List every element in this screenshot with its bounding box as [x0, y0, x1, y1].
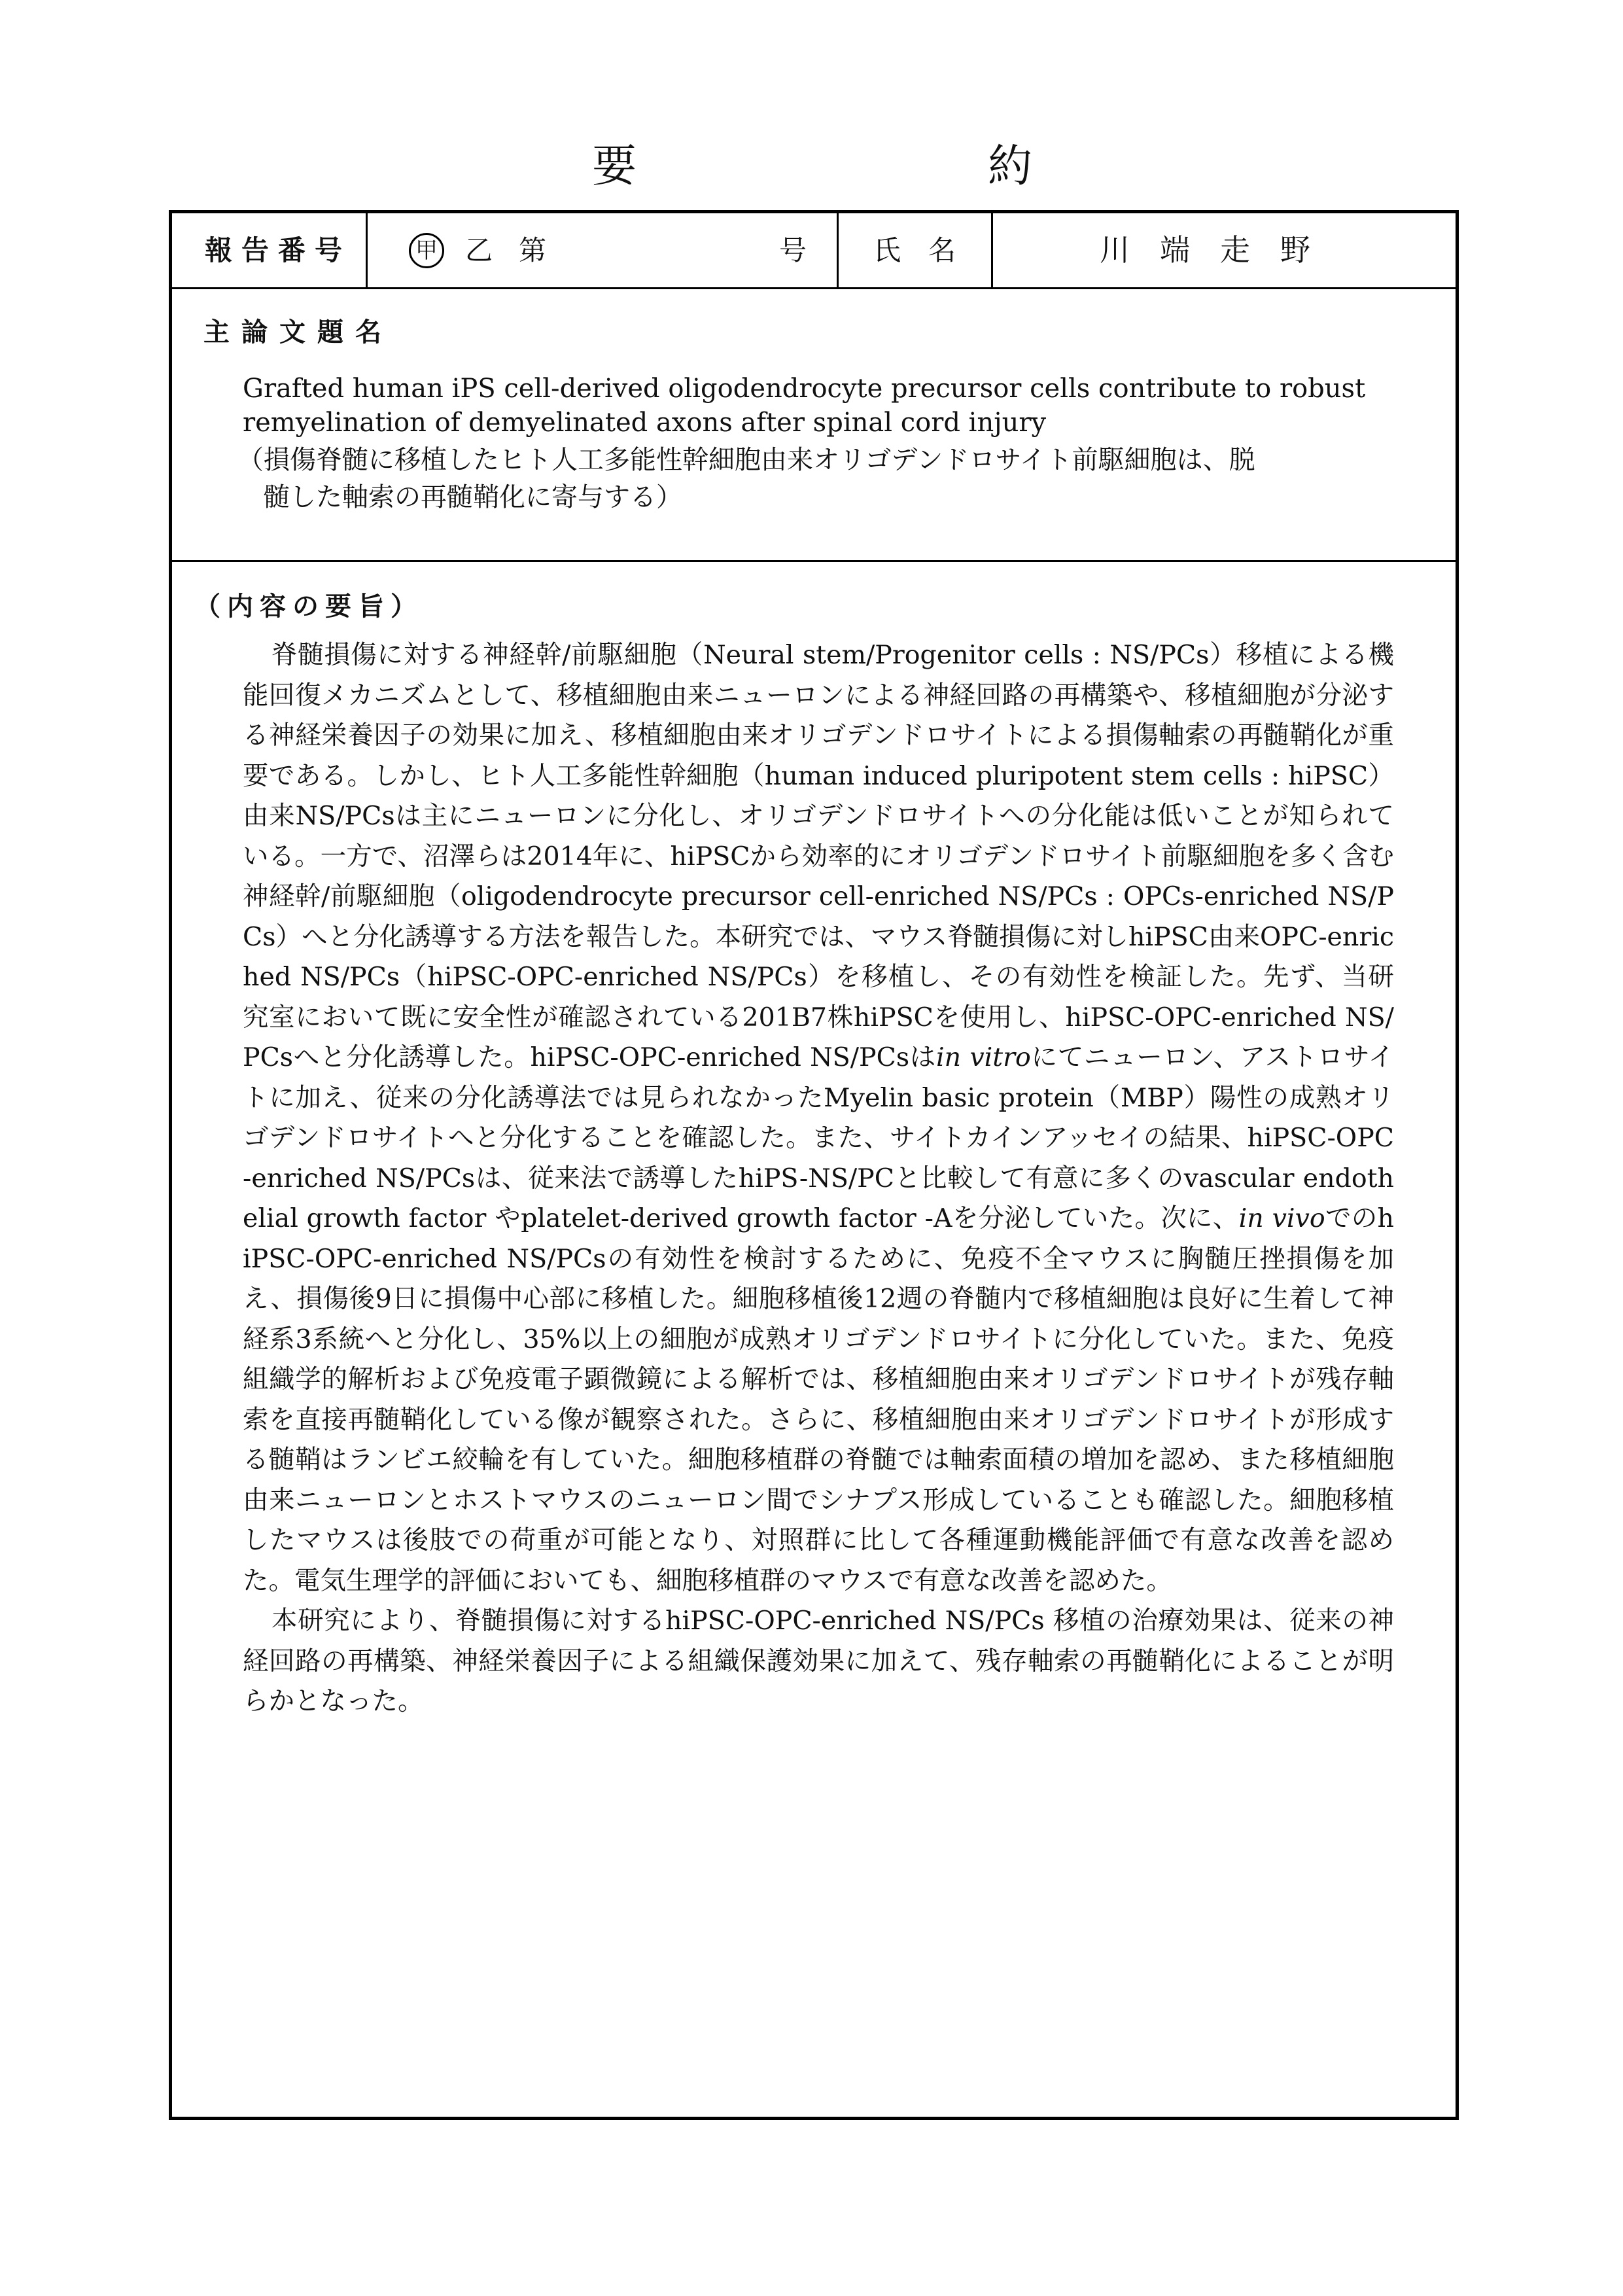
report-number-label: 報告番号 — [205, 234, 352, 266]
name-label: 氏 名 — [873, 234, 956, 266]
title-char-1: 要 — [592, 141, 637, 192]
divider — [366, 213, 368, 289]
paragraph-1-part-b: にてニューロン、アストロサイトに加え、従来の分化誘導法では見られなかったMyelin basic protein（MBP）陽性の成熟オリゴデンドロサイトへと分化することを確認した。また、サイトカインアッセイの結果、hiPSC-OPC-enriched NS/PCsは、従来法で誘導したhiPS-NS/PCと比較して有意に多くのvascular endothelial growth factor やplatelet-derived growth factor -Aを分泌していた。次に、 — [243, 1042, 1394, 1233]
info-row — [172, 213, 1456, 289]
summary-section — [172, 562, 1456, 2117]
divider — [837, 213, 839, 289]
thesis-title-ja-line-2: 髄した軸索の再髄鞘化に寄与する） — [237, 482, 682, 512]
in-vitro-italic: in vitro — [936, 1042, 1031, 1072]
dai-text: 第 — [519, 234, 547, 266]
summary-form — [169, 210, 1459, 2120]
summary-body — [243, 635, 1394, 1722]
author-name: 川 端 走 野 — [1100, 232, 1310, 268]
thesis-title-ja-line-1: （損傷脊髄に移植したヒト人工多能性幹細胞由来オリゴデンドロサイト前駆細胞は、脱 — [237, 445, 1255, 475]
thesis-title-label: 主論文題名 — [203, 317, 393, 347]
thesis-title-en-line-2: remyelination of demyelinated axons after spinal cord injury — [243, 408, 1047, 438]
in-vivo-italic: in vivo — [1238, 1203, 1325, 1233]
title-char-2: 約 — [988, 141, 1033, 192]
summary-label: （内容の要旨） — [194, 592, 423, 622]
thesis-title-en-line-1: Grafted human iPS cell-derived oligodendrocyte precursor cells contribute to robust — [243, 374, 1366, 404]
paragraph-1-part-c: でのhiPSC-OPC-enriched NS/PCsの有効性を検討するために、免疫不全マウスに胸髄圧挫損傷を加え、損傷後9日に損傷中心部に移植した。細胞移植後12週の脊髄内で移植細胞は良好に生着して神経系3系統へと分化し、35%以上の細胞が成熟オリゴデンドロサイトに分化していた。また、免疫組織学的解析および免疫電子顕微鏡による解析では、移植細胞由来オリゴデンドロサイトが残存軸索を直接再髄鞘化している像が観察された。さらに、移植細胞由来オリゴデンドロサイトが形成する髄鞘はランビエ絞輪を有していた。細胞移植群の脊髄では軸索面積の増加を認め、また移植細胞由来ニューロンとホストマウスのニューロン間でシナプス形成していることも確認した。細胞移植したマウスは後肢での荷重が可能となり、対照群に比して各種運動機能評価で有意な改善を認めた。電気生理学的評価においても、細胞移植群のマウスで有意な改善を認めた。 — [243, 1203, 1394, 1596]
otsu-text: 乙 — [465, 234, 493, 266]
divider — [991, 213, 993, 289]
paragraph-1-part-a: 脊髄損傷に対する神経幹/前駆細胞（Neural stem/Progenitor cells : NS/PCs）移植による機能回復メカニズムとして、移植細胞由来ニューロンによる神経回路の再構築や、移植細胞が分泌する神経栄養因子の効果に加え、移植細胞由来オリゴデンドロサイトによる損傷軸索の再髄鞘化が重要である。しかし、ヒト人工多能性幹細胞（human induced pluripotent stem cells : hiPSC）由来NS/PCsは主にニューロンに分化し、オリゴデンドロサイトへの分化能は低いことが知られている。一方で、沼澤らは2014年に、hiPSCから効率的にオリゴデンドロサイト前駆細胞を多く含む神経幹/前駆細胞（oligodendrocyte precursor cell-enriched NS/PCs : OPCs-enriched NS/PCs）へと分化誘導する方法を報告した。本研究では、マウス脊髄損傷に対しhiPSC由来OPC-enriched NS/PCs（hiPSC-OPC-enriched NS/PCs）を移植し、その有効性を検証した。先ず、当研究室において既に安全性が確認されている201B7株hiPSCを使用し、hiPSC-OPC-enriched NS/PCsへと分化誘導した。hiPSC-OPC-enriched NS/PCsは — [243, 640, 1394, 1072]
document-title — [0, 137, 1623, 196]
summary-paragraph-2: 本研究により、脊髄損傷に対するhiPSC-OPC-enriched NS/PCs 移植の治療効果は、従来の神経回路の再構築、神経栄養因子による組織保護効果に加えて、残存軸索の再髄鞘化によることが明らかとなった。 — [243, 1606, 1394, 1716]
thesis-title-section — [172, 289, 1456, 562]
gou-text: 号 — [779, 234, 807, 266]
kou-circled-mark: 甲 — [409, 233, 444, 268]
summary-paragraph-1 — [243, 635, 1394, 1601]
